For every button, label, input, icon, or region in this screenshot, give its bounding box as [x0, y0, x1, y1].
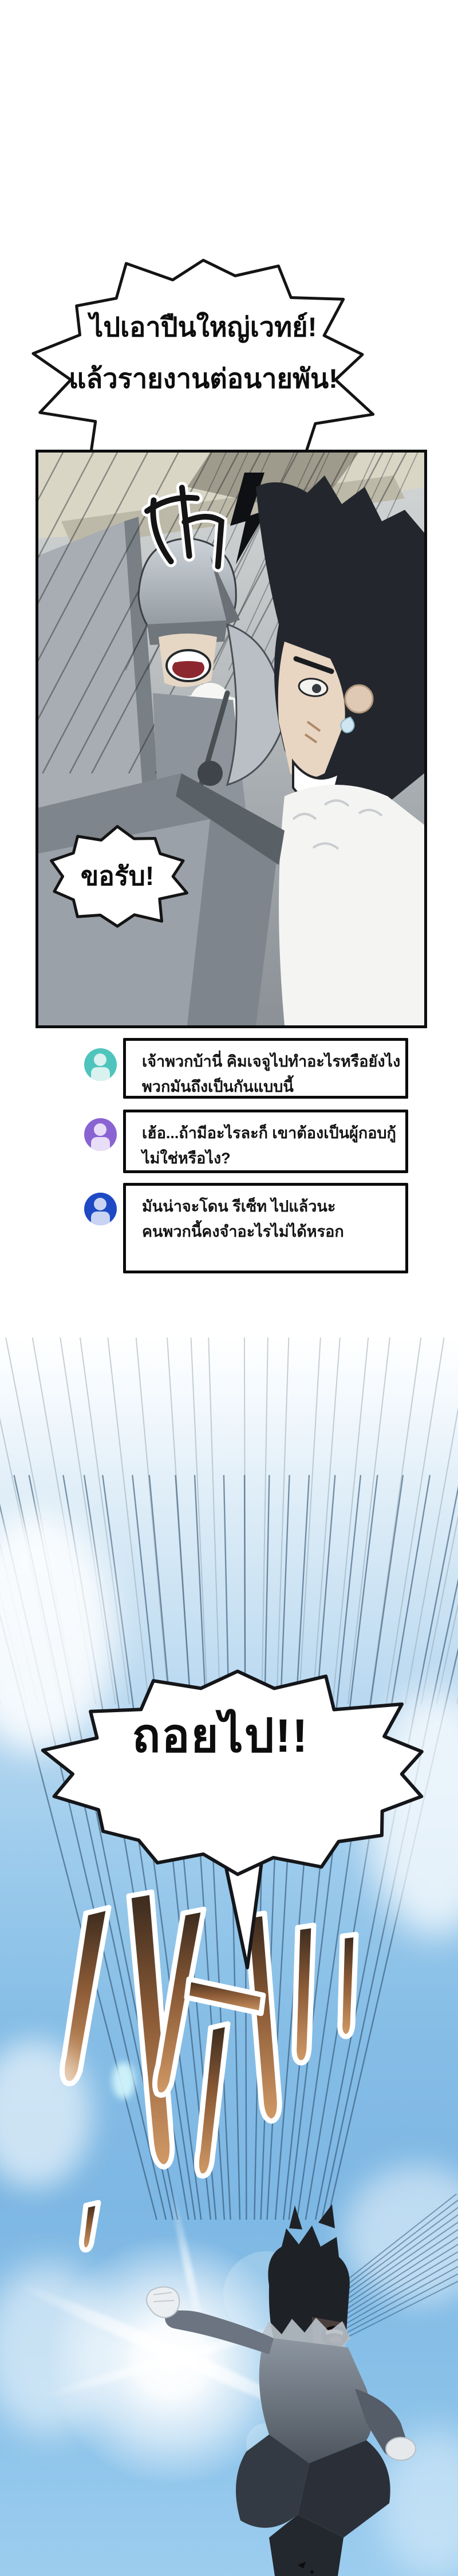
chat-message-1-line2: พวกมันถึงเป็นกันแบบนี้	[142, 1078, 294, 1095]
chat-avatar-2	[84, 1118, 117, 1151]
chat-avatar-1	[84, 1048, 117, 1081]
fist	[147, 2287, 179, 2318]
chat-message-3	[123, 1183, 408, 1273]
command-bubble-line1: ไปเอาปืนใหญ่เวทย์!	[89, 312, 317, 342]
chat-message-2-line2: ไม่ใช่หรือไง?	[142, 1150, 231, 1167]
shout-bubble-text: ถอยไป!!	[132, 1710, 309, 1762]
chat-message-3-line2: คนพวกนี้คงจำอะไรไม่ได้หรอก	[142, 1223, 344, 1240]
chat-avatar-3	[84, 1193, 117, 1225]
comic-panel	[35, 450, 427, 1028]
avatar-person-icon	[94, 1053, 106, 1066]
chat-message-1	[123, 1038, 408, 1099]
avatar-person-icon	[94, 1123, 106, 1136]
jumping-figure	[147, 2204, 416, 2576]
jumping-figure-scene	[0, 2194, 458, 2576]
glove	[386, 2437, 416, 2460]
cloud-glint	[112, 2062, 135, 2099]
chat-message-1-line1: เจ้าพวกบ้านี่ คิมเจจูไปทำอะไรหรือยังไง	[142, 1053, 401, 1070]
panel-art	[38, 453, 424, 1025]
command-bubble-line2: แล้วรายงานต่อนายพัน!	[69, 363, 338, 394]
corner-speed-lines	[334, 2194, 458, 2344]
chat-message-3-line1: มันน่าจะโดน รีเซ็ท ไปแล้วนะ	[142, 1198, 336, 1215]
avatar-person-icon	[94, 1198, 106, 1210]
reply-bubble-text: ขอรับ!	[80, 861, 155, 891]
chat-message-2-line1: เฮ้อ...ถ้ามีอะไรละก็ เขาต้องเป็นผู้กอบกู้	[142, 1124, 396, 1142]
chat-message-2	[123, 1110, 408, 1173]
